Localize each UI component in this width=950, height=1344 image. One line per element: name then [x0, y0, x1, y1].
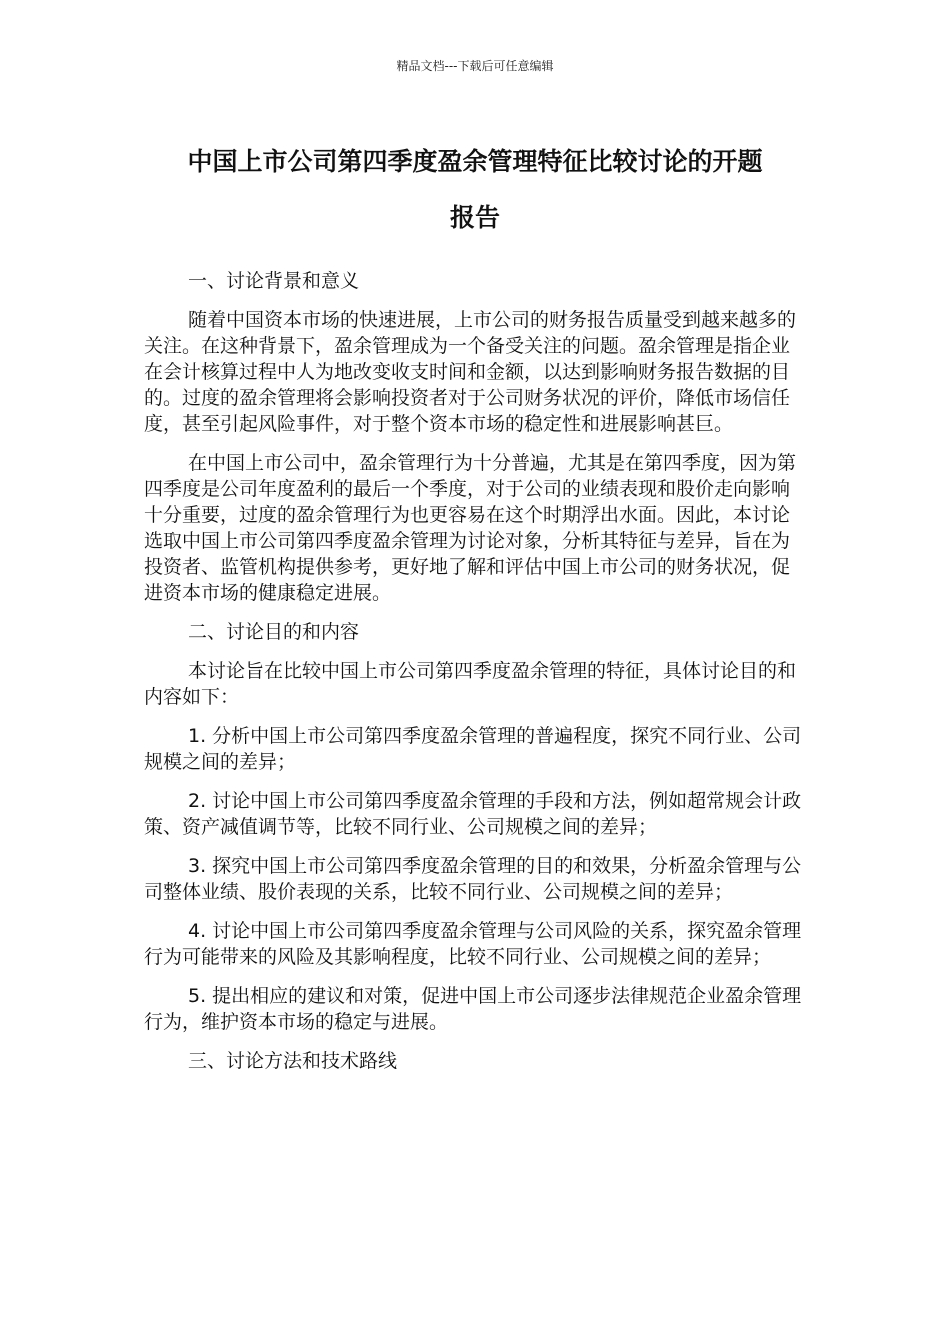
- list-item: 4. 讨论中国上市公司第四季度盈余管理与公司风险的关系，探究盈余管理行为可能带来的风险及其影响程度，比较不同行业、公司规模之间的差异；: [144, 920, 802, 968]
- document-title: [130, 134, 820, 246]
- section-objectives: [144, 619, 808, 1035]
- section-background: [144, 268, 808, 606]
- section-heading: 一、讨论背景和意义: [188, 270, 360, 292]
- list-item: 5. 提出相应的建议和对策，促进中国上市公司逐步法律规范企业盈余管理行为，维护资本市场的稳定与进展。: [144, 985, 802, 1033]
- list-item: 3. 探究中国上市公司第四季度盈余管理的目的和效果，分析盈余管理与公司整体业绩、股价表现的关系，比较不同行业、公司规模之间的差异；: [144, 855, 802, 903]
- paragraph: 本讨论旨在比较中国上市公司第四季度盈余管理的特征，具体讨论目的和内容如下：: [144, 660, 797, 708]
- title-line-2: 报告: [449, 203, 500, 232]
- document-body: [144, 268, 808, 1087]
- section-heading: 三、讨论方法和技术路线: [188, 1050, 398, 1072]
- paragraph: 随着中国资本市场的快速进展，上市公司的财务报告质量受到越来越多的关注。在这种背景下，盈余管理成为一个备受关注的问题。盈余管理是指企业在会计核算过程中人为地改变收支时间和金额，以达到影响财务报告数据的目的。过度的盈余管理将会影响投资者对于公司财务状况的评价，降低市场信任度，甚至引起风险事件，对于整个资本市场的稳定性和进展影响甚巨。: [144, 309, 797, 435]
- section-heading: 二、讨论目的和内容: [188, 621, 360, 643]
- list-item: 1. 分析中国上市公司第四季度盈余管理的普遍程度，探究不同行业、公司规模之间的差异；: [144, 725, 802, 773]
- paragraph: 在中国上市公司中，盈余管理行为十分普遍，尤其是在第四季度，因为第四季度是公司年度盈利的最后一个季度，对于公司的业绩表现和股价走向影响十分重要，过度的盈余管理行为也更容易在这个时期浮出水面。因此，本讨论选取中国上市公司第四季度盈余管理为讨论对象，分析其特征与差异，旨在为投资者、监管机构提供参考，更好地了解和评估中国上市公司的财务状况，促进资本市场的健康稳定进展。: [144, 452, 797, 604]
- list-item: 2. 讨论中国上市公司第四季度盈余管理的手段和方法，例如超常规会计政策、资产减值调节等，比较不同行业、公司规模之间的差异；: [144, 790, 802, 838]
- title-line-1: 中国上市公司第四季度盈余管理特征比较讨论的开题: [187, 147, 763, 176]
- section-methods: [144, 1048, 808, 1074]
- page-header: 精品文档---下载后可任意编辑: [396, 59, 554, 73]
